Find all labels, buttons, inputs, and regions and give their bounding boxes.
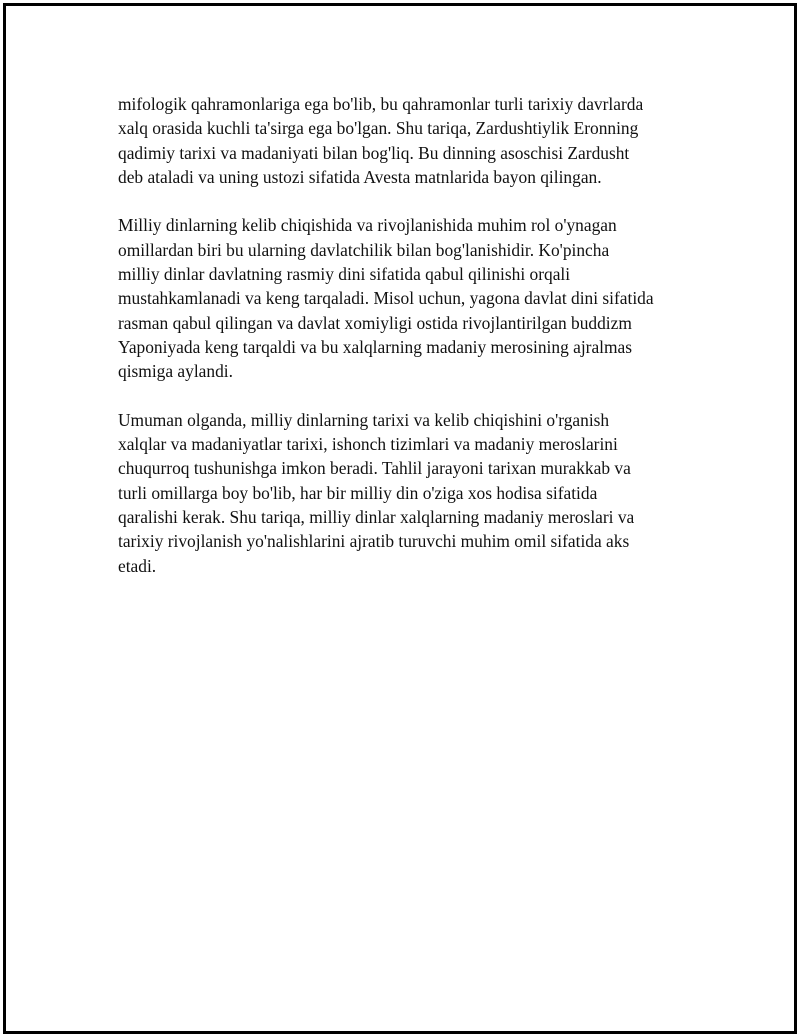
paragraph-2 [118,213,678,383]
paragraph-1 [118,92,678,189]
text-line: xalq orasida kuchli ta'sirga ega bo'lgan. Shu tariqa, Zardushtiylik Eronning [118,118,639,139]
text-line: chuqurroq tushunishga imkon beradi. Tahlil jarayoni tarixan murakkab va [118,458,631,479]
text-line: mifologik qahramonlariga ega bo'lib, bu qahramonlar turli tarixiy davrlarda [118,94,644,114]
text-line: tarixiy rivojlanish yo'nalishlarini ajratib turuvchi muhim omil sifatida aks [118,531,630,552]
text-line: omillardan biri bu ularning davlatchilik bilan bog'lanishidir. Ko'pincha [118,239,610,260]
text-line: qaralishi kerak. Shu tariqa, milliy dinlar xalqlarning madaniy meroslari va [118,507,635,528]
text-line: qismiga aylandi. [118,361,233,382]
text-line: turli omillarga boy bo'lib, har bir milliy din o'ziga xos hodisa sifatida [118,482,598,503]
text-line: Milliy dinlarning kelib chiqishida va rivojlanishida muhim rol o'ynagan [118,215,617,236]
document-body [118,92,678,602]
paragraph-3 [118,408,678,578]
text-line: etadi. [118,555,157,576]
text-line: qadimiy tarixi va madaniyati bilan bog'liq. Bu dinning asoschisi Zardusht [118,142,630,163]
text-line: Yaponiyada keng tarqaldi va bu xalqlarning madaniy merosining ajralmas [118,336,633,357]
text-line: deb ataladi va uning ustozi sifatida Avesta matnlarida bayon qilingan. [118,166,602,187]
text-line: xalqlar va madaniyatlar tarixi, ishonch tizimlari va madaniy meroslarini [118,434,618,455]
text-line: milliy dinlar davlatning rasmiy dini sifatida qabul qilinishi orqali [118,264,571,285]
text-line: Umuman olganda, milliy dinlarning tarixi va kelib chiqishini o'rganish [118,409,610,430]
text-line: mustahkamlanadi va keng tarqaladi. Misol uchun, yagona davlat dini sifatida [118,288,654,309]
text-line: rasman qabul qilingan va davlat xomiyligi ostida rivojlantirilgan buddizm [118,312,632,333]
